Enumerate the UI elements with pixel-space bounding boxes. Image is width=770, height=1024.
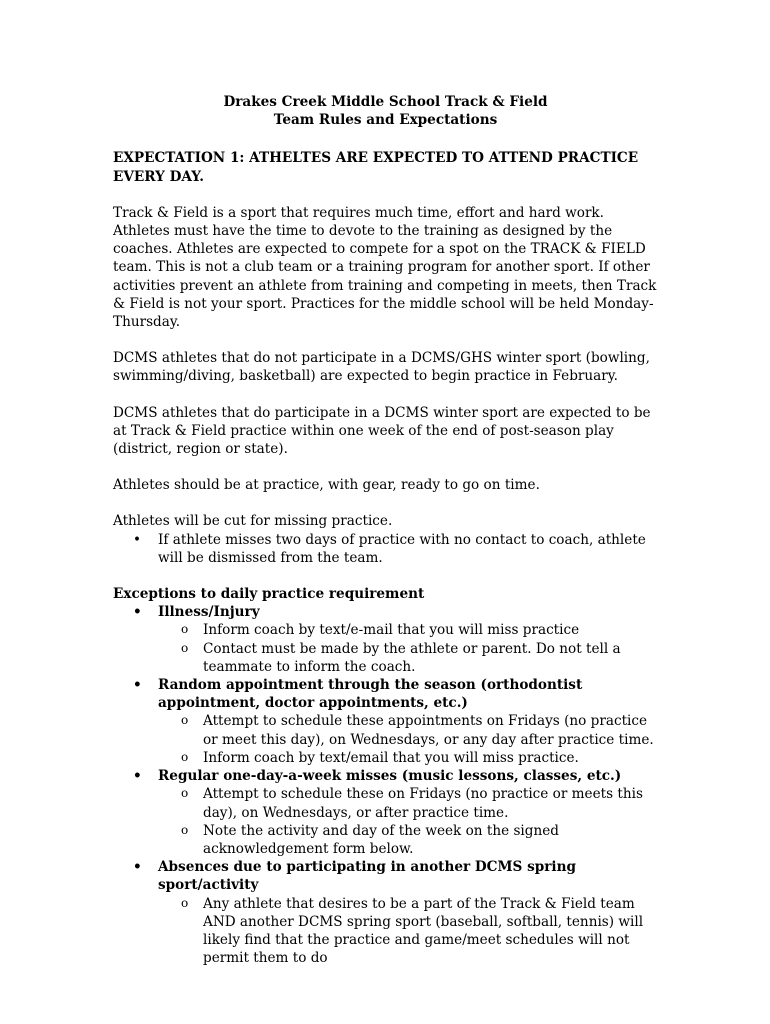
sub-list-item-text: Inform coach by text/e-mail that you will miss practice bbox=[203, 622, 580, 639]
exception-sublist bbox=[158, 895, 658, 968]
sub-list-item-text: Note the activity and day of the week on the signed acknowledgement form below. bbox=[203, 822, 559, 857]
cut-list bbox=[113, 531, 658, 567]
sub-bullet-icon: o bbox=[181, 786, 189, 801]
sub-list-item bbox=[158, 785, 658, 821]
bullet-icon: • bbox=[133, 604, 142, 621]
exception-item bbox=[113, 858, 658, 967]
sub-list-item bbox=[158, 621, 658, 639]
paragraph-on-time: Athletes should be at practice, with gear, ready to go on time. bbox=[113, 477, 540, 494]
exceptions-list bbox=[113, 603, 658, 967]
bullet-icon: • bbox=[133, 531, 142, 548]
expectation-1-heading: EXPECTATION 1: ATHELTES ARE EXPECTED TO ATTEND PRACTICE EVERY DAY. bbox=[113, 150, 639, 185]
exception-title: Illness/Injury bbox=[158, 604, 260, 621]
exception-title: Regular one-day-a-week misses (music lessons, classes, etc.) bbox=[158, 768, 622, 785]
sub-bullet-icon: o bbox=[181, 713, 189, 728]
exception-sublist bbox=[158, 785, 658, 858]
sub-list-item-text: Inform coach by text/email that you will miss practice. bbox=[203, 749, 579, 766]
document-title: Drakes Creek Middle School Track & Field bbox=[223, 94, 548, 110]
exception-item bbox=[113, 767, 658, 858]
sub-bullet-icon: o bbox=[181, 749, 189, 764]
bullet-icon: • bbox=[133, 768, 142, 785]
sub-bullet-icon: o bbox=[181, 822, 189, 837]
list-item bbox=[113, 531, 658, 567]
sub-list-item-text: Contact must be made by the athlete or parent. Do not tell a teammate to inform the coach. bbox=[203, 640, 621, 675]
document-body bbox=[113, 93, 658, 967]
bullet-icon: • bbox=[133, 859, 142, 876]
sub-list-item-text: Any athlete that desires to be a part of the Track & Field team AND another DCMS spring sport (baseball, softball, tennis) will likely find that the practice and game/meet schedules will not permit them to do bbox=[203, 895, 644, 967]
sub-list-item bbox=[158, 895, 658, 968]
exception-item bbox=[113, 676, 658, 767]
bullet-icon: • bbox=[133, 677, 142, 694]
sub-list-item-text: Attempt to schedule these appointments on Fridays (no practice or meet this day), on Wednesdays, or any day after practice time. bbox=[203, 713, 654, 748]
paragraph-winter-sport: DCMS athletes that do participate in a DCMS winter sport are expected to be at Track & Field practice within one week of the end of post-season play (district, region or state). bbox=[113, 404, 651, 458]
sub-bullet-icon: o bbox=[181, 895, 189, 910]
paragraph-non-winter-sport: DCMS athletes that do not participate in a DCMS/GHS winter sport (bowling, swimming/diving, basketball) are expected to begin practice in February. bbox=[113, 350, 650, 385]
paragraph-track-field: Track & Field is a sport that requires much time, effort and hard work. Athletes must have the time to devote to the training as designed by the coaches. Athletes are expected to compete for a spot on the TRACK & FIELD team. This is not a club team or a training program for another sport. If other activities prevent an athlete from training and competing in meets, then Track & Field is not your sport. Practices for the middle school will be held Monday-Thursday. bbox=[113, 204, 657, 331]
exception-item bbox=[113, 603, 658, 676]
list-item-text: If athlete misses two days of practice with no contact to coach, athlete will be dismissed from the team. bbox=[158, 531, 646, 566]
document-subtitle: Team Rules and Expectations bbox=[273, 112, 498, 129]
exception-sublist bbox=[158, 621, 658, 676]
exception-title: Random appointment through the season (orthodontist appointment, doctor appointments, etc.) bbox=[158, 677, 583, 712]
sub-bullet-icon: o bbox=[181, 622, 189, 637]
sub-list-item bbox=[158, 749, 658, 767]
cut-statement: Athletes will be cut for missing practice. bbox=[113, 513, 393, 530]
exceptions-heading: Exceptions to daily practice requirement bbox=[113, 586, 425, 603]
exception-sublist bbox=[158, 712, 658, 767]
sub-list-item bbox=[158, 822, 658, 858]
sub-list-item bbox=[158, 640, 658, 676]
sub-list-item-text: Attempt to schedule these on Fridays (no practice or meets this day), on Wednesdays, or after practice time. bbox=[203, 786, 643, 821]
exception-title: Absences due to participating in another DCMS spring sport/activity bbox=[158, 859, 576, 894]
sub-list-item bbox=[158, 712, 658, 748]
sub-bullet-icon: o bbox=[181, 640, 189, 655]
